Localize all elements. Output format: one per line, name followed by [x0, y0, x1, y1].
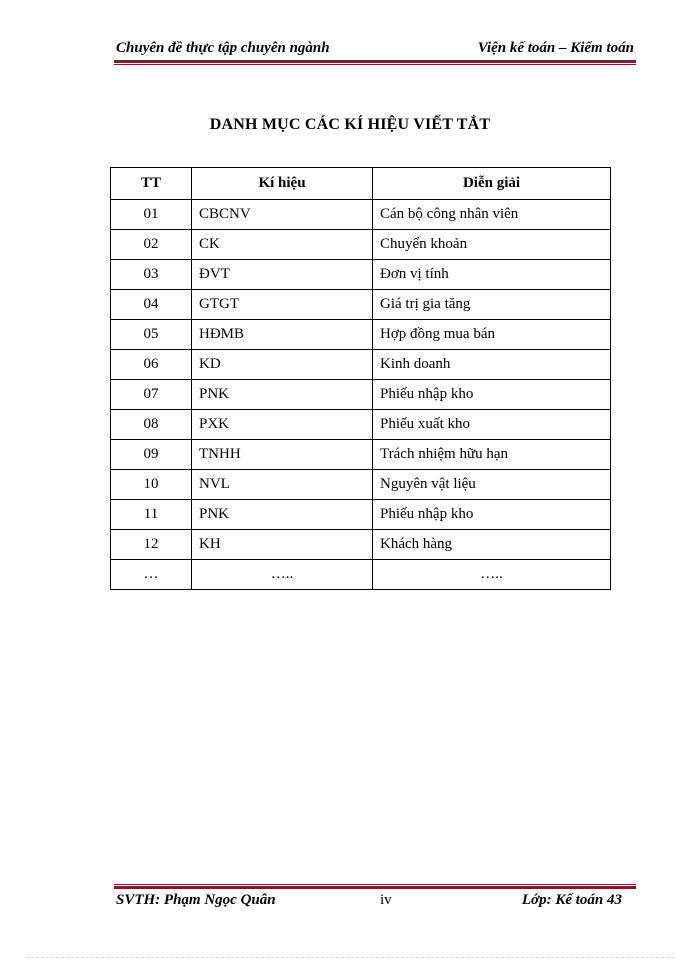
table-row [111, 440, 611, 470]
table-row [111, 260, 611, 290]
table-row [111, 560, 611, 590]
cell-description: Phiếu xuất kho [373, 410, 611, 440]
cell-tt: 12 [111, 530, 192, 560]
header-rule [114, 60, 636, 65]
cell-description: Trách nhiệm hữu hạn [373, 440, 611, 470]
cell-symbol: PNK [192, 380, 373, 410]
cell-symbol: HĐMB [192, 320, 373, 350]
cell-description: Phiếu nhập kho [373, 500, 611, 530]
cell-tt: 01 [111, 200, 192, 230]
table-header-row [111, 168, 611, 200]
table-row [111, 200, 611, 230]
table-row [111, 350, 611, 380]
abbreviations-table [110, 167, 611, 590]
cell-description: ….. [373, 560, 611, 590]
cell-symbol: PNK [192, 500, 373, 530]
cell-symbol: TNHH [192, 440, 373, 470]
page-edge-divider [26, 957, 674, 958]
cell-description: Đơn vị tính [373, 260, 611, 290]
cell-symbol: PXK [192, 410, 373, 440]
column-header-symbol: Kí hiệu [192, 168, 373, 200]
cell-tt: 02 [111, 230, 192, 260]
cell-symbol: ….. [192, 560, 373, 590]
cell-description: Chuyển khoản [373, 230, 611, 260]
cell-symbol: NVL [192, 470, 373, 500]
cell-tt: 06 [111, 350, 192, 380]
footer-page-number: iv [380, 892, 392, 908]
cell-description: Kinh doanh [373, 350, 611, 380]
column-header-description: Diễn giải [373, 168, 611, 200]
cell-tt: 10 [111, 470, 192, 500]
table-row [111, 380, 611, 410]
table-row [111, 500, 611, 530]
cell-description: Phiếu nhập kho [373, 380, 611, 410]
cell-description: Khách hàng [373, 530, 611, 560]
cell-tt: … [111, 560, 192, 590]
header-report-title: Chuyên đề thực tập chuyên ngành [116, 40, 330, 56]
page-footer [116, 892, 622, 910]
column-header-tt: TT [111, 168, 192, 200]
table-row [111, 230, 611, 260]
cell-description: Giá trị gia tăng [373, 290, 611, 320]
table-row [111, 290, 611, 320]
cell-description: Nguyên vật liệu [373, 470, 611, 500]
cell-tt: 05 [111, 320, 192, 350]
footer-class: Lớp: Kế toán 43 [521, 892, 622, 908]
table-row [111, 320, 611, 350]
cell-symbol: KH [192, 530, 373, 560]
cell-symbol: KD [192, 350, 373, 380]
cell-tt: 08 [111, 410, 192, 440]
footer-rule [114, 884, 636, 889]
table-row [111, 410, 611, 440]
cell-symbol: ĐVT [192, 260, 373, 290]
footer-student: SVTH: Phạm Ngọc Quân [116, 892, 276, 908]
cell-symbol: GTGT [192, 290, 373, 320]
cell-symbol: CK [192, 230, 373, 260]
cell-tt: 07 [111, 380, 192, 410]
cell-description: Cán bộ công nhân viên [373, 200, 611, 230]
cell-tt: 11 [111, 500, 192, 530]
cell-symbol: CBCNV [192, 200, 373, 230]
table-row [111, 530, 611, 560]
cell-description: Hợp đồng mua bán [373, 320, 611, 350]
cell-tt: 03 [111, 260, 192, 290]
table-row [111, 470, 611, 500]
cell-tt: 09 [111, 440, 192, 470]
page-header [116, 40, 634, 58]
header-institute: Viện kế toán – Kiểm toán [477, 40, 634, 56]
cell-tt: 04 [111, 290, 192, 320]
page-title: DANH MỤC CÁC KÍ HIỆU VIẾT TẮT [209, 116, 491, 133]
